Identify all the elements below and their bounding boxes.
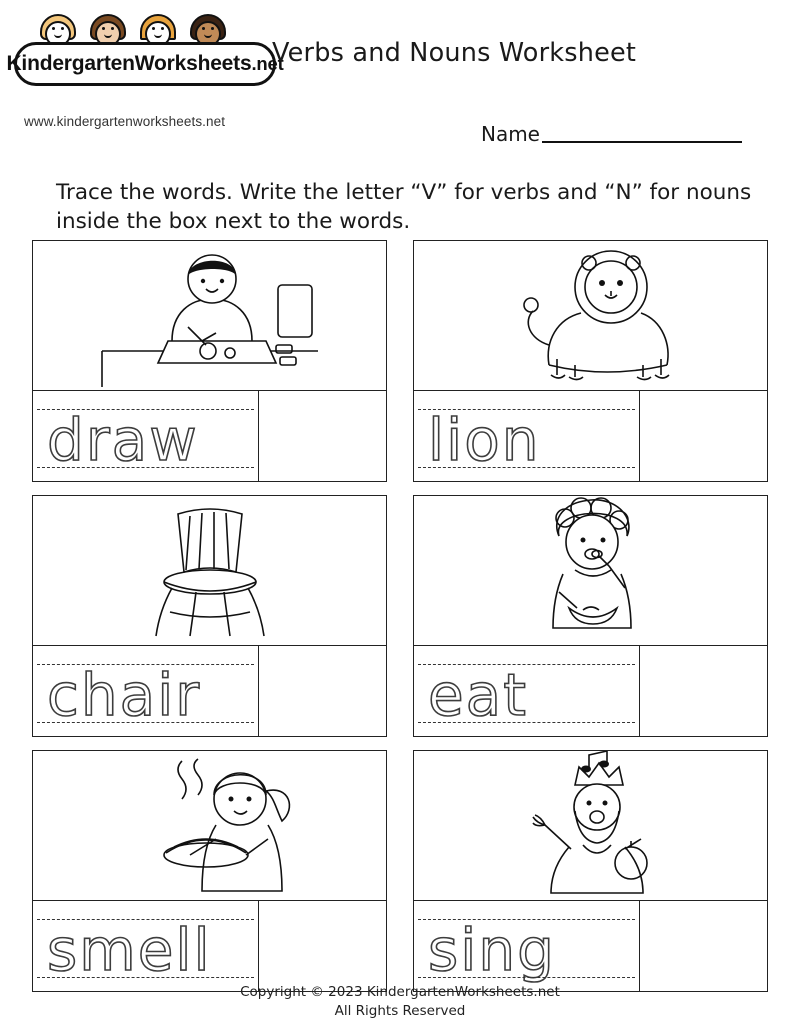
site-logo[interactable] — [6, 14, 284, 90]
trace-word: sing — [428, 916, 556, 984]
page-header — [0, 0, 800, 150]
page-footer — [0, 983, 800, 1021]
answer-box[interactable] — [258, 391, 386, 481]
word-row — [33, 645, 386, 736]
name-blank-line[interactable] — [542, 141, 742, 143]
logo-pill — [6, 42, 284, 86]
word-row — [414, 390, 767, 481]
tracing-area[interactable] — [414, 901, 639, 991]
tracing-area[interactable] — [33, 901, 258, 991]
copyright-text: Copyright © 2023 KindergartenWorksheets.net — [240, 984, 560, 1000]
worksheet-grid — [32, 240, 768, 992]
rights-text: All Rights Reserved — [334, 1003, 466, 1019]
answer-box[interactable] — [639, 901, 767, 991]
answer-box[interactable] — [639, 391, 767, 481]
tracing-area[interactable] — [414, 646, 639, 736]
king-singing-icon — [414, 751, 767, 900]
worksheet-item — [32, 240, 387, 482]
trace-word: eat — [428, 661, 528, 729]
name-label: Name — [480, 122, 540, 146]
child-eating-icon — [414, 496, 767, 645]
child-drawing-icon — [33, 241, 386, 390]
logo-text — [6, 52, 283, 76]
answer-box[interactable] — [258, 901, 386, 991]
trace-word: draw — [47, 406, 199, 474]
trace-word: chair — [47, 661, 202, 729]
tracing-area[interactable] — [414, 391, 639, 481]
worksheet-item — [32, 495, 387, 737]
tracing-area[interactable] — [33, 391, 258, 481]
trace-word: lion — [428, 406, 541, 474]
logo-badge — [6, 14, 284, 90]
logo-text-part-2: Worksheets — [134, 52, 252, 75]
name-field — [481, 122, 742, 146]
logo-text-part-3: .net — [251, 53, 284, 74]
tracing-area[interactable] — [33, 646, 258, 736]
word-row — [33, 390, 386, 481]
chair-icon — [33, 496, 386, 645]
answer-box[interactable] — [258, 646, 386, 736]
trace-word: smell — [47, 916, 212, 984]
worksheet-item — [413, 240, 768, 482]
worksheet-item — [413, 750, 768, 992]
instructions-text: Trace the words. Write the letter “V” for verbs and “N” for nouns inside the box next to the words. — [56, 180, 752, 234]
lion-icon — [414, 241, 767, 390]
answer-box[interactable] — [639, 646, 767, 736]
girl-smelling-pie-icon — [33, 751, 386, 900]
word-row — [414, 900, 767, 991]
word-row — [33, 900, 386, 991]
worksheet-item — [413, 495, 768, 737]
page-title: Verbs and Nouns Worksheet — [272, 38, 637, 68]
logo-text-part-1: Kindergarten — [6, 52, 135, 75]
site-url: www.kindergartenworksheets.net — [24, 114, 226, 129]
word-row — [414, 645, 767, 736]
worksheet-item — [32, 750, 387, 992]
